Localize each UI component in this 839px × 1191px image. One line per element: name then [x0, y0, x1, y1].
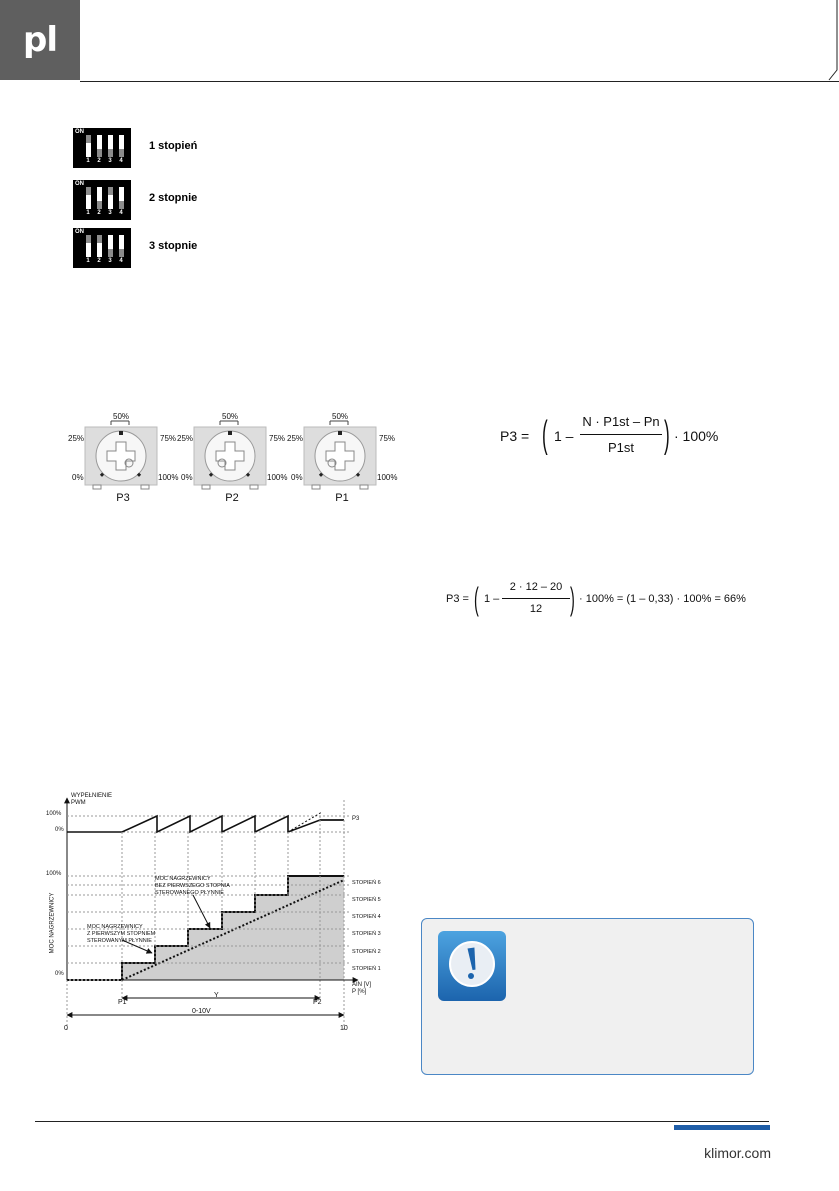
formula-paren-left: ( [542, 414, 548, 456]
potentiometer-drawing [287, 415, 397, 495]
p1-label: P1 [118, 999, 127, 1006]
potentiometer-p2 [177, 412, 288, 505]
pot-0-label: 0% [181, 473, 193, 482]
formula-numerator: 2 · 12 – 20 [509, 581, 563, 593]
annot-b-line1: MOC NAGRZEWNICY [87, 924, 143, 930]
formula-lhs: P3 = [500, 428, 530, 444]
corner-crop-mark [827, 0, 839, 90]
pwm-100-label: 100% [46, 811, 62, 817]
pot-75-label: 75% [269, 434, 286, 443]
stage-3-label: STOPIEŃ 3 [352, 931, 381, 937]
annot-b-line2: Z PIERWSZYM STOPNIEM [87, 931, 156, 937]
switch-number: 1 [86, 210, 90, 216]
potentiometer-drawing [68, 415, 178, 495]
dip-switch-block [73, 128, 131, 168]
fraction-line [580, 434, 662, 435]
switch-number: 2 [97, 210, 101, 216]
switch-number: 2 [97, 258, 101, 264]
pot-100-label: 100% [158, 473, 179, 482]
stage-5-label: STOPIEŃ 5 [352, 897, 381, 903]
switch-number: 4 [119, 258, 123, 264]
dip-on-label: ON [75, 129, 84, 135]
pot-0-label: 0% [72, 473, 84, 482]
stage-6-label: STOPIEŃ 6 [352, 880, 381, 886]
switch-number: 3 [108, 210, 112, 216]
header-divider [80, 81, 839, 82]
formula-general [500, 412, 730, 462]
p-percent-label: P [%] [352, 989, 367, 995]
zero-label: 0 [64, 1025, 68, 1032]
footer-accent-bar [674, 1125, 770, 1130]
dip-on-label: ON [75, 229, 84, 235]
switch-number: 3 [108, 158, 112, 164]
dip-switch-block [73, 228, 131, 268]
switch-number: 3 [108, 258, 112, 264]
potentiometer-p1 [287, 412, 398, 505]
switch-number: 1 [86, 158, 90, 164]
switch-4 [119, 235, 124, 257]
formula-denominator: 12 [529, 603, 543, 615]
switch-number: 1 [86, 258, 90, 264]
potentiometer-drawing [177, 415, 287, 495]
dip-label: 2 stopnie [149, 192, 198, 204]
switch-2 [97, 135, 102, 157]
brand-footer: klimor.com [704, 1145, 771, 1161]
annot-b-line3: STEROWANYM PŁYNNIE [87, 938, 152, 944]
switch-3 [108, 235, 113, 257]
pot-25-label: 25% [68, 434, 85, 443]
footer-divider [35, 1121, 769, 1122]
formula-tail: · 100% = (1 – 0,33) · 100% = 66% [579, 593, 746, 605]
pot-25-label: 25% [177, 434, 194, 443]
pwm-label-line1: WYPEŁNIENIE [71, 793, 113, 799]
formula-paren-right: ) [570, 581, 575, 617]
range-label: 0-10V [192, 1008, 211, 1015]
pot-100-label: 100% [377, 473, 398, 482]
pot-100-label: 100% [267, 473, 288, 482]
dip-label: 3 stopnie [149, 240, 198, 252]
pot-75-label: 75% [379, 434, 396, 443]
switch-2 [97, 235, 102, 257]
dip-switch-block [73, 180, 131, 220]
dip-on-label: ON [75, 181, 84, 187]
annot-a-line1: MOC NAGRZEWNICY [155, 876, 211, 882]
stage-2-label: STOPIEŃ 2 [352, 949, 381, 955]
stage-1-label: STOPIEŃ 1 [352, 966, 381, 972]
pot-0-label: 0% [291, 473, 303, 482]
switch-3 [108, 187, 113, 209]
formula-example [446, 581, 746, 626]
exclamation-icon [438, 931, 506, 1001]
pot-75-label: 75% [160, 434, 177, 443]
switch-3 [108, 135, 113, 157]
switch-4 [119, 187, 124, 209]
pwm-0-label: 0% [55, 827, 64, 833]
annot-a-line2: BEZ PIERWSZEGO STOPNIA [155, 883, 230, 889]
formula-paren-left: ( [474, 581, 479, 617]
language-badge: pl [0, 0, 80, 80]
formula-numerator: N · P1st – Pn [582, 414, 660, 429]
formula-one: 1 – [484, 593, 500, 605]
y-label: Y [214, 992, 219, 999]
pot-name: P2 [225, 492, 239, 504]
dip-switch-3 [73, 228, 208, 268]
formula-paren-right: ) [664, 414, 670, 456]
p2-label: P2 [313, 999, 322, 1006]
annot-a-line3: STEROWANEGO PŁYNNIE [155, 890, 224, 896]
pot-name: P3 [116, 492, 130, 504]
pwm-label-line2: PWM [71, 800, 86, 806]
switch-1 [86, 235, 91, 257]
dip-label: 1 stopień [149, 140, 198, 152]
switch-number: 4 [119, 210, 123, 216]
switch-1 [86, 135, 91, 157]
dip-switch-2 [73, 180, 208, 220]
power-100-label: 100% [46, 871, 62, 877]
pot-50-label: 50% [332, 412, 349, 421]
switch-4 [119, 135, 124, 157]
switch-1 [86, 187, 91, 209]
switch-number: 2 [97, 158, 101, 164]
stage-4-label: STOPIEŃ 4 [352, 914, 381, 920]
formula-one: 1 – [554, 428, 574, 444]
note-box [421, 918, 754, 1075]
formula-tail: · 100% [674, 428, 719, 444]
switch-2 [97, 187, 102, 209]
pot-25-label: 25% [287, 434, 304, 443]
fraction-line [502, 598, 570, 599]
formula-lhs: P3 = [446, 593, 469, 605]
potentiometer-p3 [68, 412, 179, 505]
pot-50-label: 50% [222, 412, 239, 421]
pot-50-label: 50% [113, 412, 130, 421]
power-0-label: 0% [55, 971, 64, 977]
y-axis-title: MOC NAGRZEWNICY [49, 892, 56, 954]
ain-label: AIN [V] [352, 982, 372, 988]
pot-name: P1 [335, 492, 349, 504]
switch-number: 4 [119, 158, 123, 164]
p3-label: P3 [352, 816, 360, 822]
dip-switch-1 [73, 128, 208, 168]
ten-label: 10 [340, 1025, 348, 1032]
formula-denominator: P1st [607, 440, 634, 455]
